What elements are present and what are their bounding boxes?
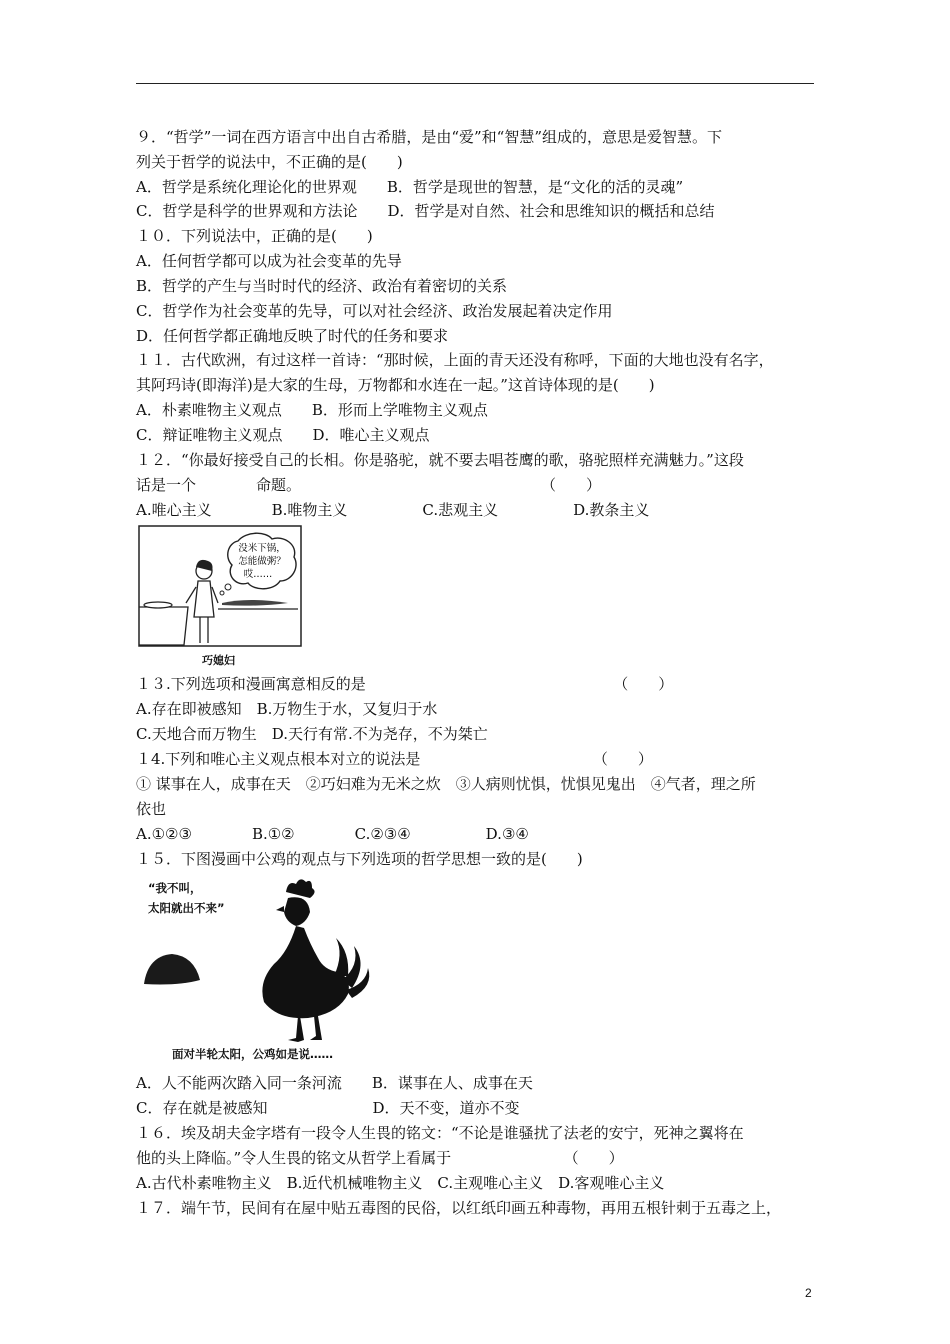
q15-stem: １５．下图漫画中公鸡的观点与下列选项的哲学思想一致的是( ) <box>136 850 583 868</box>
q12-line-2: 话是一个 命题。 （ ） <box>136 476 602 494</box>
cartoon-rooster <box>138 872 378 1068</box>
q12-options: A.唯心主义 B.唯物主义 C.悲观主义 D.教条主义 <box>136 501 650 519</box>
q9-options-ab: A．哲学是系统化理论化的世界观 B．哲学是现世的智慧，是“文化的活的灵魂” <box>136 178 684 196</box>
q15-options-ab: A．人不能两次踏入同一条河流 B．谋事在人、成事在天 <box>136 1074 533 1092</box>
q14-options: A.①②③ B.①② C.②③④ D.③④ <box>136 825 529 843</box>
q9-options-cd: C．哲学是科学的世界观和方法论 D．哲学是对自然、社会和思维知识的概括和总结 <box>136 202 715 220</box>
q15-options-cd: C．存在就是被感知 D．天不变，道亦不变 <box>136 1099 520 1117</box>
header-rule <box>136 83 814 84</box>
q12-line-1: １２．“你最好接受自己的长相。你是骆驼，就不要去唱苍鹰的歌，骆驼照样充满魅力。”这段 <box>136 451 744 469</box>
q10-option-d: D．任何哲学都正确地反映了时代的任务和要求 <box>136 327 449 345</box>
q11-options-ab: A．朴素唯物主义观点 B．形而上学唯物主义观点 <box>136 401 488 419</box>
cartoon-clever-wife-caption: 巧媳妇 <box>202 654 235 667</box>
page-number: 2 <box>805 1286 812 1300</box>
q10-option-a: A．任何哲学都可以成为社会变革的先导 <box>136 252 402 270</box>
cartoon-clever-wife-drawing <box>138 525 304 667</box>
q11-options-cd: C．辩证唯物主义观点 D．唯心主义观点 <box>136 426 430 444</box>
q10-option-b: B．哲学的产生与当时时代的经济、政治有着密切的关系 <box>136 277 508 295</box>
q9-line-2: 列关于哲学的说法中，不正确的是( ) <box>136 153 403 171</box>
q14-statements-2: 依也 <box>136 800 167 818</box>
q11-line-1: １１．古代欧洲，有过这样一首诗：“那时候，上面的青天还没有称呼，下面的大地也没有名字， <box>136 351 774 369</box>
cartoon-rooster-caption: 面对半轮太阳，公鸡如是说…… <box>172 1047 333 1061</box>
q16-options: A.古代朴素唯物主义 B.近代机械唯物主义 C.主观唯心主义 D.客观唯心主义 <box>136 1174 665 1192</box>
rooster-speech-line-2: 太阳就出不来” <box>148 901 225 915</box>
rooster-speech-line-1: “我不叫， <box>148 881 202 895</box>
q13-options-cd: C.天地合而万物生 D.天行有常.不为尧存，不为桀亡 <box>136 725 488 743</box>
rooster-comb-icon <box>286 879 315 898</box>
rooster-drawing <box>138 872 378 1042</box>
q11-line-2: 其阿玛诗(即海洋)是大家的生母，万物都和水连在一起。”这首诗体现的是( ) <box>136 376 655 394</box>
bubble-text-2: 怎能做粥？ <box>238 556 286 567</box>
q13-stem: １３.下列选项和漫画寓意相反的是 （ ） <box>136 675 674 693</box>
q9-line-1: ９．“哲学”一词在西方语言中出自古希腊，是由“爱”和“智慧”组成的，意思是爱智慧。下 <box>136 128 723 146</box>
bubble-text-3: 哎…… <box>243 569 273 580</box>
q14-statements-1: ① 谋事在人，成事在天 ②巧妇难为无米之炊 ③人病则忧惧，忧惧见鬼出 ④气者，理之所 <box>136 775 756 793</box>
q10-option-c: C．哲学作为社会变革的先导，可以对社会经济、政治发展起着决定作用 <box>136 302 613 320</box>
q10-stem: １０．下列说法中，正确的是( ) <box>136 227 373 245</box>
bubble-text-1: 没米下锅， <box>238 543 286 554</box>
cartoon-clever-wife <box>138 525 304 667</box>
q17-line-1: １７．端午节，民间有在屋中贴五毒图的民俗，以红纸印画五种毒物，再用五根针刺于五毒之上， <box>136 1199 782 1217</box>
q16-line-2: 他的头上降临。”令人生畏的铭文从哲学上看属于 （ ） <box>136 1149 624 1167</box>
q14-stem: １4.下列和唯心主义观点根本对立的说法是 （ ） <box>136 750 653 768</box>
q13-options-ab: A.存在即被感知 B.万物生于水，又复归于水 <box>136 700 438 718</box>
q16-line-1: １６．埃及胡夫金字塔有一段令人生畏的铭文：“不论是谁骚扰了法老的安宁，死神之翼将在 <box>136 1124 744 1142</box>
half-sun-icon <box>144 954 200 985</box>
